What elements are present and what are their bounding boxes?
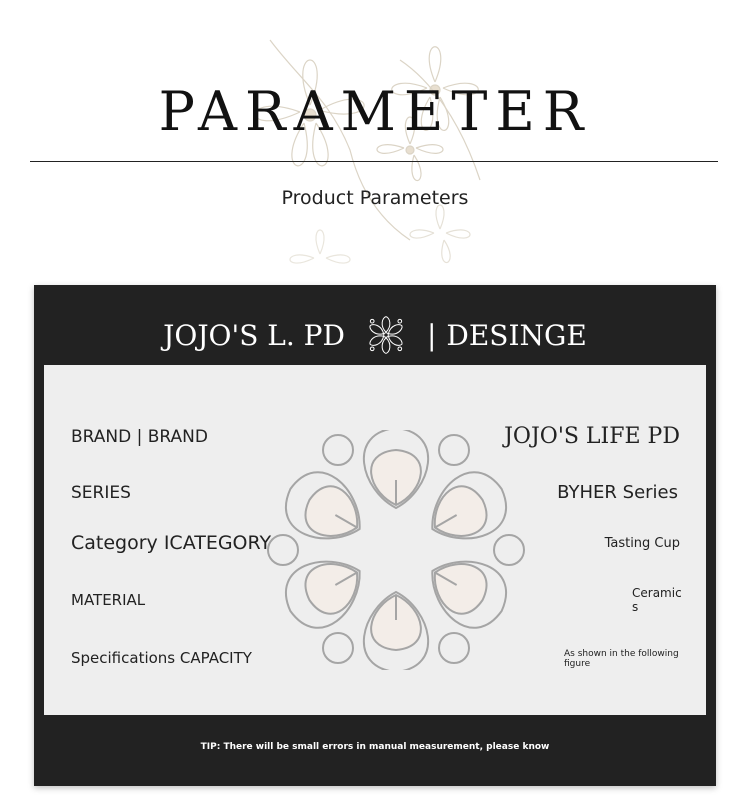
param-label-specifications: Specifications CAPACITY <box>71 649 252 667</box>
brand-name-left: JOJO'S L. PD <box>163 318 345 352</box>
param-value-material: Ceramics <box>632 586 682 614</box>
title-divider <box>30 161 718 162</box>
param-value-specifications: As shown in the following figure <box>564 649 679 669</box>
plum-blossom-watermark <box>180 20 540 290</box>
param-label-brand: BRAND | BRAND <box>71 427 208 447</box>
param-value-series: BYHER Series <box>557 482 678 503</box>
param-value-brand: JOJO'S LIFE PD <box>504 424 680 449</box>
param-label-category: Category ICATEGORY <box>71 532 272 554</box>
brand-name-right: DESINGE <box>446 318 587 352</box>
page-subtitle: Product Parameters <box>281 187 469 209</box>
parameter-panel <box>44 365 706 715</box>
parameter-card <box>34 285 716 786</box>
large-flower-illustration <box>266 430 526 670</box>
flower-emblem-icon <box>363 312 409 358</box>
param-label-material: MATERIAL <box>71 591 146 609</box>
brand-separator: | <box>426 318 437 352</box>
card-header <box>34 315 716 355</box>
measurement-tip: TIP: There will be small errors in manual measurement, please know <box>200 742 550 752</box>
param-label-series: SERIES <box>71 483 131 503</box>
param-value-category: Tasting Cup <box>604 536 680 551</box>
page-title: PARAMETER <box>158 80 592 143</box>
